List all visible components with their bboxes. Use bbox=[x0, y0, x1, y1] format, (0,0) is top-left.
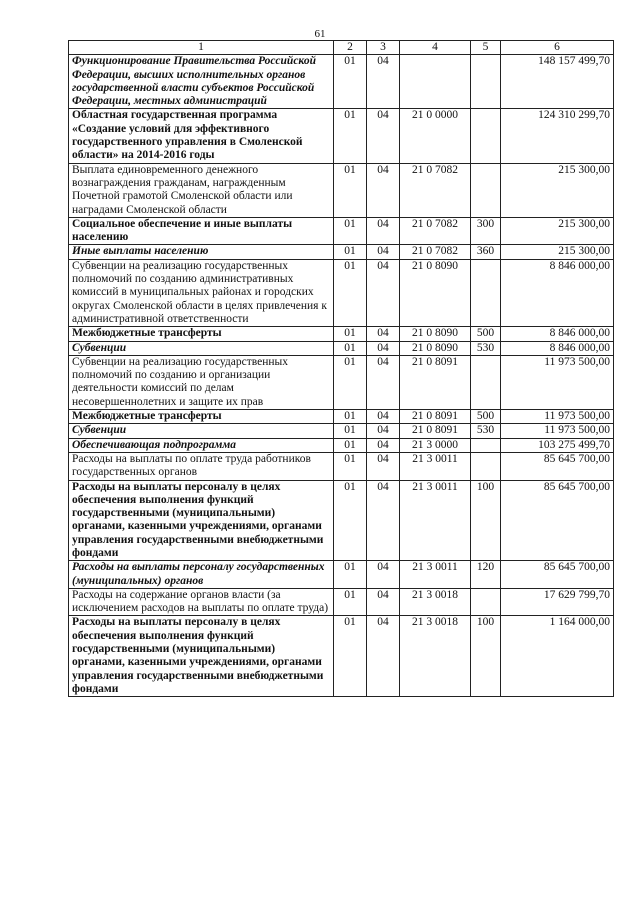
page-number: 61 bbox=[314, 28, 326, 40]
row-amount-cell: 8 846 000,00 bbox=[501, 259, 614, 326]
row-subsection-cell: 04 bbox=[367, 561, 400, 589]
row-section-cell: 01 bbox=[334, 616, 367, 697]
row-section-cell: 01 bbox=[334, 259, 367, 326]
row-name-cell: Выплата единовременного денежного вознаграждения гражданам, награжденным Почетной грамотой Смоленской области или наградами Смоленской области bbox=[69, 163, 334, 217]
row-subsection-cell: 04 bbox=[367, 616, 400, 697]
row-expense-type-cell bbox=[471, 163, 501, 217]
row-name-cell: Субвенции bbox=[69, 341, 334, 355]
row-name-cell: Областная государственная программа «Создание условий для эффективного государственного управления в Смоленской области» на 2014-2016 годы bbox=[69, 109, 334, 163]
row-section-cell: 01 bbox=[334, 588, 367, 616]
table-row bbox=[69, 109, 614, 163]
row-expense-type-cell: 120 bbox=[471, 561, 501, 589]
row-target-article-cell: 21 0 7082 bbox=[400, 245, 471, 259]
row-section-cell: 01 bbox=[334, 217, 367, 245]
row-subsection-cell: 04 bbox=[367, 109, 400, 163]
row-expense-type-cell: 530 bbox=[471, 341, 501, 355]
table-row bbox=[69, 438, 614, 452]
row-subsection-cell: 04 bbox=[367, 341, 400, 355]
row-target-article-cell: 21 0 8091 bbox=[400, 355, 471, 409]
header-cell: 5 bbox=[471, 41, 501, 55]
row-expense-type-cell: 500 bbox=[471, 410, 501, 424]
table-header-row bbox=[69, 41, 614, 55]
row-section-cell: 01 bbox=[334, 245, 367, 259]
row-amount-cell: 215 300,00 bbox=[501, 245, 614, 259]
row-target-article-cell: 21 0 0000 bbox=[400, 109, 471, 163]
row-subsection-cell: 04 bbox=[367, 55, 400, 109]
row-target-article-cell: 21 0 8090 bbox=[400, 259, 471, 326]
row-name-cell: Межбюджетные трансферты bbox=[69, 410, 334, 424]
row-target-article-cell: 21 3 0018 bbox=[400, 616, 471, 697]
table-row bbox=[69, 55, 614, 109]
row-name-cell: Субвенции bbox=[69, 424, 334, 438]
row-expense-type-cell bbox=[471, 438, 501, 452]
row-amount-cell: 11 973 500,00 bbox=[501, 355, 614, 409]
table-row bbox=[69, 341, 614, 355]
row-subsection-cell: 04 bbox=[367, 355, 400, 409]
row-amount-cell: 215 300,00 bbox=[501, 217, 614, 245]
row-amount-cell: 85 645 700,00 bbox=[501, 452, 614, 480]
budget-table bbox=[68, 40, 614, 697]
row-amount-cell: 85 645 700,00 bbox=[501, 561, 614, 589]
row-subsection-cell: 04 bbox=[367, 424, 400, 438]
row-name-cell: Субвенции на реализацию государственных полномочий по созданию и организации деятельности комиссий по делам несовершеннолетних и защите их прав bbox=[69, 355, 334, 409]
row-expense-type-cell bbox=[471, 55, 501, 109]
row-name-cell: Функционирование Правительства Российской Федерации, высших исполнительных органов государственной власти субъектов Российской Федерации, местных администраций bbox=[69, 55, 334, 109]
row-name-cell: Расходы на выплаты по оплате труда работников государственных органов bbox=[69, 452, 334, 480]
table-row bbox=[69, 616, 614, 697]
row-amount-cell: 8 846 000,00 bbox=[501, 341, 614, 355]
table-row bbox=[69, 588, 614, 616]
row-expense-type-cell: 300 bbox=[471, 217, 501, 245]
row-section-cell: 01 bbox=[334, 355, 367, 409]
row-section-cell: 01 bbox=[334, 424, 367, 438]
row-amount-cell: 8 846 000,00 bbox=[501, 327, 614, 341]
row-expense-type-cell bbox=[471, 355, 501, 409]
table-row bbox=[69, 327, 614, 341]
row-target-article-cell: 21 0 8091 bbox=[400, 424, 471, 438]
header-cell: 6 bbox=[501, 41, 614, 55]
row-subsection-cell: 04 bbox=[367, 217, 400, 245]
table-row bbox=[69, 245, 614, 259]
header-cell: 3 bbox=[367, 41, 400, 55]
row-name-cell: Межбюджетные трансферты bbox=[69, 327, 334, 341]
row-subsection-cell: 04 bbox=[367, 245, 400, 259]
table-row bbox=[69, 424, 614, 438]
row-target-article-cell: 21 3 0011 bbox=[400, 452, 471, 480]
row-expense-type-cell: 500 bbox=[471, 327, 501, 341]
row-subsection-cell: 04 bbox=[367, 438, 400, 452]
table-row bbox=[69, 452, 614, 480]
row-section-cell: 01 bbox=[334, 109, 367, 163]
table-row bbox=[69, 480, 614, 561]
row-name-cell: Расходы на выплаты персоналу государственных (муниципальных) органов bbox=[69, 561, 334, 589]
row-section-cell: 01 bbox=[334, 561, 367, 589]
row-amount-cell: 85 645 700,00 bbox=[501, 480, 614, 561]
row-target-article-cell: 21 0 8090 bbox=[400, 327, 471, 341]
row-target-article-cell: 21 0 7082 bbox=[400, 163, 471, 217]
row-section-cell: 01 bbox=[334, 480, 367, 561]
row-name-cell: Субвенции на реализацию государственных полномочий по созданию административных комиссий в муниципальных районах и городских округах Смоленской области в целях привлечения к административной ответственности bbox=[69, 259, 334, 326]
row-amount-cell: 124 310 299,70 bbox=[501, 109, 614, 163]
row-target-article-cell: 21 3 0011 bbox=[400, 561, 471, 589]
row-subsection-cell: 04 bbox=[367, 163, 400, 217]
row-target-article-cell bbox=[400, 55, 471, 109]
header-cell: 2 bbox=[334, 41, 367, 55]
row-subsection-cell: 04 bbox=[367, 259, 400, 326]
row-section-cell: 01 bbox=[334, 438, 367, 452]
table-row bbox=[69, 355, 614, 409]
table-row bbox=[69, 217, 614, 245]
row-expense-type-cell: 530 bbox=[471, 424, 501, 438]
row-amount-cell: 11 973 500,00 bbox=[501, 424, 614, 438]
row-expense-type-cell bbox=[471, 452, 501, 480]
header-cell: 1 bbox=[69, 41, 334, 55]
row-name-cell: Расходы на выплаты персоналу в целях обеспечения выполнения функций государственными (муниципальными) органами, казенными учреждениями, органами управления государственными внебюджетными фондами bbox=[69, 480, 334, 561]
row-target-article-cell: 21 0 8090 bbox=[400, 341, 471, 355]
row-section-cell: 01 bbox=[334, 452, 367, 480]
row-section-cell: 01 bbox=[334, 327, 367, 341]
row-expense-type-cell: 100 bbox=[471, 616, 501, 697]
row-amount-cell: 215 300,00 bbox=[501, 163, 614, 217]
row-subsection-cell: 04 bbox=[367, 452, 400, 480]
row-subsection-cell: 04 bbox=[367, 588, 400, 616]
row-subsection-cell: 04 bbox=[367, 410, 400, 424]
row-name-cell: Социальное обеспечение и иные выплаты населению bbox=[69, 217, 334, 245]
row-name-cell: Расходы на выплаты персоналу в целях обеспечения выполнения функций государственными (муниципальными) органами, казенными учреждениями, органами управления государственными внебюджетными фондами bbox=[69, 616, 334, 697]
row-section-cell: 01 bbox=[334, 55, 367, 109]
row-expense-type-cell: 360 bbox=[471, 245, 501, 259]
row-target-article-cell: 21 3 0018 bbox=[400, 588, 471, 616]
table-row bbox=[69, 561, 614, 589]
row-name-cell: Обеспечивающая подпрограмма bbox=[69, 438, 334, 452]
row-expense-type-cell bbox=[471, 109, 501, 163]
row-expense-type-cell bbox=[471, 588, 501, 616]
row-amount-cell: 103 275 499,70 bbox=[501, 438, 614, 452]
row-amount-cell: 1 164 000,00 bbox=[501, 616, 614, 697]
row-subsection-cell: 04 bbox=[367, 480, 400, 561]
row-target-article-cell: 21 3 0011 bbox=[400, 480, 471, 561]
row-amount-cell: 11 973 500,00 bbox=[501, 410, 614, 424]
row-amount-cell: 148 157 499,70 bbox=[501, 55, 614, 109]
row-subsection-cell: 04 bbox=[367, 327, 400, 341]
row-section-cell: 01 bbox=[334, 410, 367, 424]
row-expense-type-cell: 100 bbox=[471, 480, 501, 561]
row-target-article-cell: 21 0 7082 bbox=[400, 217, 471, 245]
row-amount-cell: 17 629 799,70 bbox=[501, 588, 614, 616]
table-row bbox=[69, 163, 614, 217]
table-body bbox=[69, 55, 614, 697]
row-target-article-cell: 21 3 0000 bbox=[400, 438, 471, 452]
row-section-cell: 01 bbox=[334, 163, 367, 217]
row-section-cell: 01 bbox=[334, 341, 367, 355]
table-row bbox=[69, 410, 614, 424]
header-cell: 4 bbox=[400, 41, 471, 55]
row-name-cell: Иные выплаты населению bbox=[69, 245, 334, 259]
row-name-cell: Расходы на содержание органов власти (за исключением расходов на выплаты по оплате труда) bbox=[69, 588, 334, 616]
table-row bbox=[69, 259, 614, 326]
row-target-article-cell: 21 0 8091 bbox=[400, 410, 471, 424]
row-expense-type-cell bbox=[471, 259, 501, 326]
